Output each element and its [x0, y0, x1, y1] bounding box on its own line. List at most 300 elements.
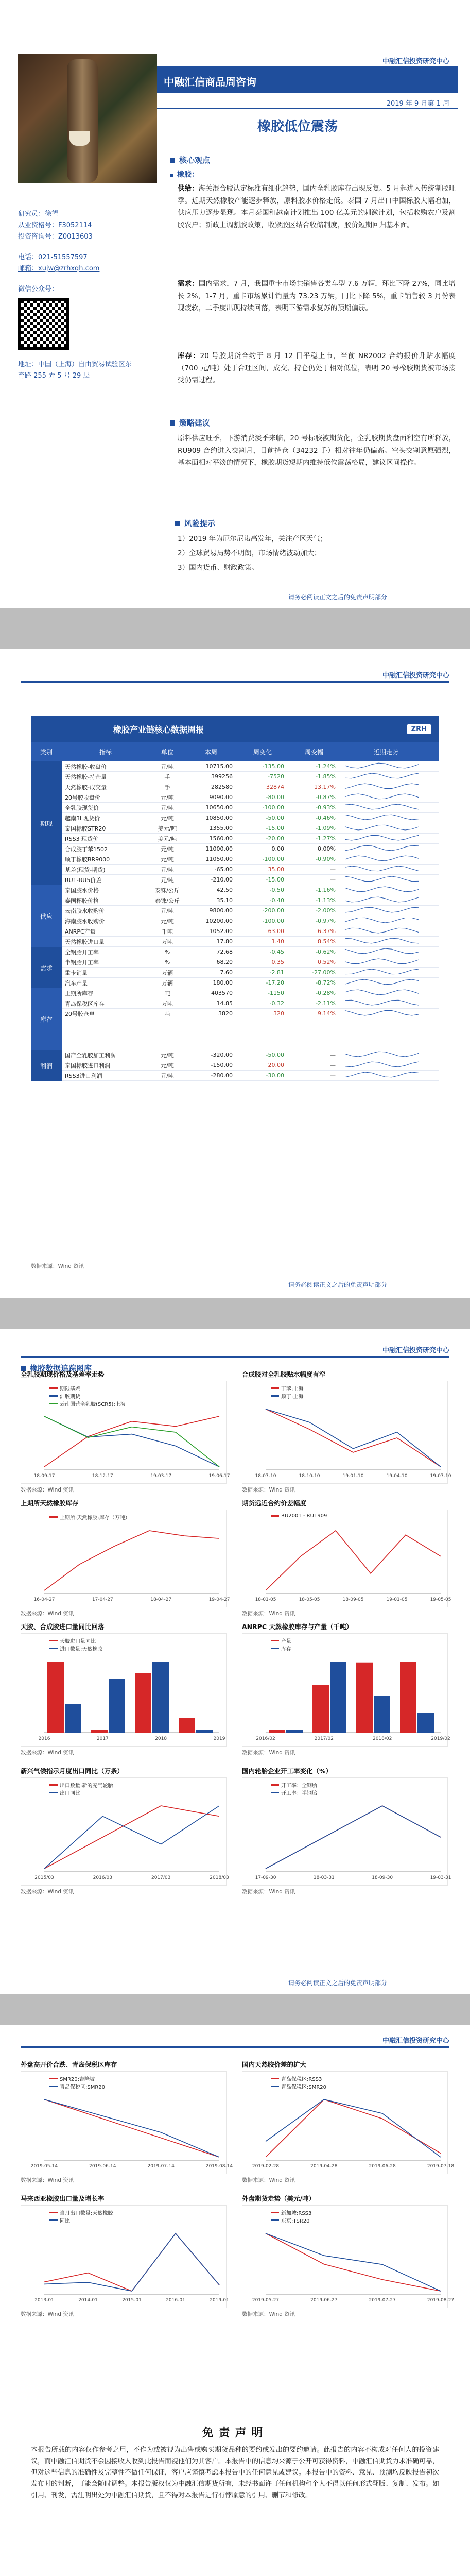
table-row: [31, 813, 439, 823]
chart-10: [242, 2071, 455, 2174]
sparkline-icon: [345, 834, 422, 842]
cell-change: -50.00: [266, 815, 284, 821]
table-row: [31, 1009, 439, 1019]
table-row: [31, 834, 439, 844]
cell-item: ANRPC产量: [65, 928, 96, 935]
table-row: [31, 916, 439, 926]
cell-unit: 元/吨: [161, 763, 174, 770]
chart-svg: [242, 2206, 455, 2309]
x-tick-label: 18-07-10: [255, 1473, 276, 1479]
chart-6: [242, 1633, 448, 1747]
bar: [47, 1662, 64, 1733]
cell-value: -320.00: [211, 1052, 233, 1058]
cell-pct: -1.85%: [316, 773, 336, 780]
report-date: 2019 年 9 月第 1 周: [386, 100, 449, 108]
latex-cup-icon: [69, 131, 90, 146]
table-row: [31, 885, 439, 895]
cell-unit: 吨: [164, 1010, 170, 1018]
sparkline: [340, 957, 432, 967]
sparkline-icon: [345, 998, 422, 1007]
sparkline-icon: [345, 916, 422, 924]
cell-unit: 手: [164, 773, 170, 781]
cell-item: 天然橡胶-持仓量: [65, 773, 107, 781]
x-tick-label: 2019: [213, 1736, 225, 1741]
x-tick-label: 2018/03: [210, 1875, 229, 1880]
bar: [417, 1713, 434, 1733]
cell-change: -0.45: [269, 948, 284, 955]
legend-label: SMR20:吉隆坡: [60, 2077, 95, 2082]
series-line: [44, 2099, 219, 2157]
x-tick-label: 2013-01: [34, 2298, 54, 2303]
cell-change: 0.00: [271, 845, 284, 852]
x-tick-label: 2019-05-27: [252, 2298, 280, 2303]
cell-pct: -2.00%: [316, 907, 336, 914]
x-tick-label: 2015/03: [34, 1875, 54, 1880]
footer-note: 请务必阅读正文之后的免责声明部分: [288, 1979, 388, 1987]
cell-item: 上期所库存: [65, 990, 93, 997]
logo-icon: ZRH: [407, 724, 431, 734]
core-data-table: [31, 716, 439, 1257]
legend-label: 云南国营全乳胶(SCR5):上海: [60, 1402, 126, 1408]
bar: [286, 1730, 303, 1733]
cell-unit: %: [164, 948, 170, 955]
series-line: [44, 1806, 219, 1869]
x-tick-label: 2019-01: [210, 2298, 229, 2303]
cell-change: -200.00: [262, 907, 284, 914]
sparkline: [340, 998, 432, 1008]
chart-title: 马来西亚橡胶出口量及增长率: [21, 2195, 105, 2202]
table-header: [31, 742, 439, 761]
x-tick-label: 2018: [155, 1736, 167, 1741]
legend-label: 当月出口数量:天然橡胶: [60, 2211, 113, 2216]
chart-5: [21, 1633, 227, 1747]
bar: [374, 1696, 390, 1733]
chart-title: 外盘期货走势（美元/吨）: [242, 2195, 316, 2202]
chart-12: [242, 2205, 455, 2308]
x-tick-label: 2019-02-28: [252, 2164, 280, 2169]
bar: [330, 1662, 346, 1733]
cell-change: 35.00: [268, 866, 284, 873]
table-row: [31, 761, 439, 772]
sparkline-icon: [345, 875, 422, 883]
header-org: 中融汇信投资研究中心: [382, 58, 449, 65]
cell-pct: -0.87%: [316, 794, 336, 801]
series-line: [44, 1416, 219, 1467]
sparkline-icon: [345, 978, 422, 986]
x-tick-label: 19-01-05: [386, 1597, 408, 1602]
series-line: [44, 2233, 219, 2291]
cell-unit: 泰铢/公斤: [155, 887, 180, 894]
cell-change: -80.00: [266, 794, 284, 801]
cell-unit: 元/吨: [161, 794, 174, 801]
x-tick-label: 19-03-17: [150, 1473, 172, 1479]
cell-pct: -0.90%: [316, 856, 336, 862]
series-line: [266, 1531, 441, 1590]
series-line: [266, 2099, 441, 2157]
cell-unit: 元/吨: [161, 845, 174, 853]
cell-unit: 元/吨: [161, 918, 174, 925]
cell-value: 282580: [211, 784, 233, 790]
chart-source: 数据来源：Wind 资讯: [242, 2177, 295, 2183]
bullet-icon: [175, 521, 180, 526]
cell-change: 32874: [266, 784, 284, 790]
legend-label: 期限基差: [60, 1386, 80, 1392]
cell-change: -15.00: [266, 825, 284, 832]
table-row: [31, 937, 439, 947]
chart-title: 国内轮胎企业开工率变化（%）: [242, 1767, 333, 1775]
page-title: 橡胶低位震荡: [257, 119, 338, 134]
cell-item: 天然橡胶进口量: [65, 938, 105, 945]
sparkline-icon: [345, 782, 422, 790]
legend-label: 东京:TSR20: [281, 2218, 310, 2224]
cell-item: 国产全乳胶加工利润: [65, 1052, 116, 1059]
cell-unit: 元/吨: [161, 1052, 174, 1059]
chart-1: [21, 1381, 230, 1484]
chart-7: [21, 1777, 227, 1886]
table-row: [31, 1050, 439, 1060]
sparkline-icon: [345, 947, 422, 955]
cell-item: 海南胶水收购价: [65, 918, 105, 925]
sparkline: [340, 947, 432, 957]
cell-pct: —: [330, 1062, 336, 1069]
chart-svg: [21, 2072, 233, 2175]
cell-pct: -27.00%: [312, 969, 336, 976]
x-tick-label: 2019-07-27: [369, 2298, 396, 2303]
cell-unit: 美元/吨: [158, 835, 177, 842]
sparkline-icon: [345, 823, 422, 832]
cell-unit: 元/吨: [161, 907, 174, 914]
chart-svg: [242, 2072, 455, 2175]
cell-change: 0.35: [271, 959, 284, 965]
legend-label: 青岛保税区:SMR20: [281, 2084, 327, 2090]
sparkline: [340, 926, 432, 936]
x-tick-label: 19-05-05: [430, 1597, 451, 1602]
legend-label: 开工率：全钢胎: [281, 1783, 317, 1789]
table-row: [31, 782, 439, 792]
x-tick-label: 2019-06-14: [89, 2164, 116, 2169]
disclaimer-text: 本报告所载的内容仅作参考之用，不作为或被视为出售或购买期货品种的要约或发出的要约邀请。此报告的内容不构成对任何人的投资建议，而中融汇信期货不会因接收人收到此报告而视他们为其客户。本报告中的信息均来源于公开可获得资料，中融汇信期货力求准确可靠，但对这些信息的准确性及完整性不做任何保证，客户应谨慎考虑本报告中的任何意见或建议。本报告中的资料、意见、预测均反映报告初次发布时的判断，可能会随时调整。本报告版权仅为中融汇信期货所有，未经书面许可任何机构和个人不得以任何形式翻版、复制、发布。如引用、刊发，需注明出处为中融汇信期货，且不得对本报告进行有悖原意的引用、删节和修改。: [31, 2446, 440, 2499]
legend-label: RU2001 - RU1909: [281, 1513, 327, 1519]
cell-value: 9090.00: [209, 794, 233, 801]
strategy-heading: 策略建议: [170, 417, 210, 428]
page-gap: [0, 1298, 470, 1329]
cell-unit: 万辆: [162, 969, 173, 976]
cell-unit: 万吨: [162, 1000, 173, 1007]
x-tick-label: 2014-01: [78, 2298, 98, 2303]
x-tick-label: 19-04-10: [386, 1473, 408, 1479]
header-rule: [21, 2046, 449, 2048]
x-tick-label: 18-05-05: [299, 1597, 320, 1602]
table-row: [31, 978, 439, 988]
cell-change: 20.00: [268, 1062, 284, 1069]
cell-unit: 千吨: [162, 928, 173, 935]
cell-item: 青岛保税区库存: [65, 1000, 105, 1007]
cell-pct: —: [330, 876, 336, 883]
cell-pct: 8.54%: [318, 938, 336, 945]
cell-change: -2.81: [269, 969, 284, 976]
cell-change: -20.00: [266, 835, 284, 842]
cell-value: 1052.00: [209, 928, 233, 935]
x-tick-label: 18-10-10: [299, 1473, 320, 1479]
x-tick-label: 18-12-17: [92, 1473, 113, 1479]
series-line: [44, 1416, 219, 1467]
x-tick-label: 19-01-10: [342, 1473, 364, 1479]
cell-unit: 手: [164, 784, 170, 791]
bar: [312, 1685, 329, 1733]
cell-change: -30.00: [266, 1072, 284, 1079]
chart-11: [21, 2205, 227, 2308]
table-row: [31, 947, 439, 957]
cell-value: 11050.00: [205, 856, 233, 862]
bar: [269, 1730, 285, 1733]
bar: [91, 1730, 108, 1733]
x-tick-label: 2015-01: [122, 2298, 142, 2303]
bar: [196, 1730, 213, 1733]
cell-value: 3820: [218, 1010, 233, 1017]
chart-title: 上期所天然橡胶库存: [21, 1499, 79, 1507]
series-line: [44, 2233, 219, 2291]
cell-pct: -1.16%: [316, 887, 336, 893]
bullet-icon: [170, 420, 175, 426]
sparkline-icon: [345, 957, 422, 965]
x-tick-label: 19-07-10: [430, 1473, 451, 1479]
x-tick-label: 2019-05-14: [30, 2164, 58, 2169]
series-line: [266, 1806, 441, 1869]
x-tick-label: 19-04-27: [208, 1597, 230, 1602]
cell-item: 全钢胎开工率: [65, 948, 99, 956]
cell-value: 1560.00: [209, 835, 233, 842]
sparkline-icon: [345, 895, 422, 904]
cell-value: 10650.00: [205, 804, 233, 811]
chart-3: [21, 1510, 230, 1607]
cell-item: 泰国杯胶价格: [65, 897, 99, 904]
sparkline: [340, 906, 432, 916]
chart-source: 数据来源：Wind 资讯: [21, 1611, 74, 1617]
legend-label: 同比: [60, 2218, 70, 2224]
cell-pct: -1.13%: [316, 897, 336, 904]
table-row: [31, 772, 439, 782]
legend-label: 产量: [281, 1639, 291, 1645]
x-tick-label: 2018/02: [372, 1736, 392, 1741]
tree-trunk-icon: [67, 59, 98, 183]
cell-unit: 万辆: [162, 979, 173, 987]
header-rule: [21, 1356, 449, 1358]
th-unit: 单位: [161, 748, 173, 756]
inventory-paragraph: 库存：20 号胶期货合约于 8 月 12 日平稳上市，当前 NR2002 合约报价升贴水幅度（700 元/吨）处于合理区间，成交、持仓仍处于相对低位，表明 20 号橡胶期货被市场接受仍需过程。: [178, 352, 456, 384]
cell-unit: 万吨: [162, 938, 173, 945]
wechat-label: 微信公众号：: [18, 285, 59, 293]
x-tick-label: 2019-07-14: [147, 2164, 175, 2169]
sparkline: [340, 834, 432, 843]
footer-note: 请务必阅读正文之后的免责声明部分: [288, 594, 388, 601]
cell-item: RSS3 现货价: [65, 835, 99, 842]
email-link[interactable]: 邮箱：xujw@zrhxqh.com: [18, 265, 100, 273]
cell-change: -100.00: [262, 918, 284, 924]
cell-change: 63.00: [268, 928, 284, 935]
cover-sidebar: [18, 54, 157, 382]
sparkline-icon: [345, 865, 422, 873]
legend-label: 丁苯:上海: [281, 1386, 304, 1392]
chart-8: [242, 1777, 451, 1886]
series-line: [266, 1409, 441, 1467]
cell-pct: 13.17%: [314, 784, 336, 790]
cell-pct: -1.27%: [316, 835, 336, 842]
sparkline-icon: [345, 803, 422, 811]
chart-svg: [242, 1381, 451, 1484]
chart-4: [242, 1510, 451, 1607]
th-trend: 近期走势: [373, 748, 398, 756]
chart-title: 国内天然胶价差的扩大: [242, 2061, 307, 2069]
x-tick-label: 19-06-17: [208, 1473, 230, 1479]
cell-change: -0.32: [269, 1000, 284, 1007]
sparkline: [340, 988, 432, 998]
table-row: [31, 875, 439, 885]
cell-item: RSS3进口利润: [65, 1072, 102, 1079]
cell-change: -50.00: [266, 1052, 284, 1058]
table-row: [31, 844, 439, 854]
chart-title: 外盘高开价合跌、青岛保税区库存: [21, 2061, 117, 2069]
cell-unit: 元/吨: [161, 866, 174, 873]
sparkline-icon: [345, 1009, 422, 1017]
cell-value: 68.20: [216, 959, 233, 965]
cell-value: -150.00: [211, 1062, 233, 1069]
cell-value: 11000.00: [205, 845, 233, 852]
x-tick-label: 2019-08-14: [205, 2164, 233, 2169]
sparkline: [340, 792, 432, 802]
table-spacer: [31, 1019, 439, 1050]
cell-change: -15.00: [266, 876, 284, 883]
chart-source: 数据来源：Wind 资讯: [242, 1611, 295, 1617]
table-body: [31, 761, 439, 1081]
cell-item: 顺丁橡胶BR9000: [65, 856, 110, 863]
legend-label: 顺丁:上海: [281, 1394, 304, 1400]
rubber-heading: 橡胶：: [170, 169, 199, 179]
th-pct: 周变幅: [304, 748, 323, 756]
th-value: 本周: [204, 748, 217, 756]
cell-pct: —: [330, 866, 336, 873]
th-change: 周变化: [253, 748, 272, 756]
cell-item: 重卡销量: [65, 969, 88, 976]
sparkline-icon: [345, 937, 422, 945]
th-item: 指标: [99, 748, 112, 756]
cell-item: 越南3L现货价: [65, 815, 100, 822]
cell-value: 42.50: [216, 887, 233, 893]
bar: [109, 1679, 125, 1733]
table-group-label: 利润: [31, 1050, 62, 1081]
sparkline: [340, 875, 432, 885]
table-row: [31, 854, 439, 865]
risk-heading: 风险提示: [175, 518, 215, 529]
x-tick-label: 2019-08-27: [427, 2298, 455, 2303]
sparkline-icon: [345, 772, 422, 780]
header-org: 中融汇信投资研究中心: [382, 1347, 449, 1354]
sparkline: [340, 865, 432, 874]
table-group-label: 库存: [31, 988, 62, 1050]
chart-source: 数据来源：Wind 资讯: [242, 1750, 295, 1756]
x-tick-label: 2016/03: [93, 1875, 113, 1880]
cell-change: -0.50: [269, 887, 284, 893]
cell-item: 合成胶丁苯1502: [65, 845, 108, 853]
cell-pct: -0.46%: [316, 815, 336, 821]
sparkline-icon: [345, 1071, 422, 1079]
legend-label: 青岛保税区:SMR20: [60, 2084, 106, 2090]
chart-title: 期货远近合约价差幅度: [242, 1499, 307, 1507]
sparkline: [340, 885, 432, 895]
bullet-icon: [170, 174, 173, 177]
table-row: [31, 906, 439, 916]
disclaimer-title: 免责声明: [202, 2427, 268, 2439]
x-tick-label: 17-04-27: [92, 1597, 113, 1602]
sparkline-icon: [345, 926, 422, 935]
cell-unit: 元/吨: [161, 1062, 174, 1069]
bar: [400, 1662, 416, 1733]
sparkline: [340, 823, 432, 833]
qr-code-icon: [18, 298, 69, 350]
table-row: [31, 865, 439, 875]
bar: [356, 1663, 373, 1733]
cell-change: -7520: [268, 773, 284, 780]
cell-item: 汽车产量: [65, 979, 88, 987]
sparkline: [340, 761, 432, 771]
core-heading: 核心观点: [170, 155, 210, 165]
cell-pct: -0.97%: [316, 918, 336, 924]
cell-change: 320: [273, 1010, 284, 1017]
sparkline: [340, 1009, 432, 1019]
cell-pct: -0.93%: [316, 804, 336, 811]
sparkline: [340, 782, 432, 792]
sparkline: [340, 854, 432, 864]
bar: [65, 1704, 81, 1733]
legend-label: 上期所:天然橡胶:库存（万吨）: [60, 1515, 130, 1521]
header-rule: [21, 681, 449, 683]
cell-value: -280.00: [211, 1072, 233, 1079]
legend-label: 青岛保税区:RSS3: [281, 2077, 322, 2082]
address: 地址：中国（上海）自由贸易试验区东育路 255 弄 5 号 29 层: [18, 361, 132, 380]
table-row: [31, 998, 439, 1009]
cell-change: -100.00: [262, 856, 284, 862]
series-line: [266, 2233, 441, 2291]
cell-item: 泰国标胶STR20: [65, 825, 106, 832]
chart-title: ANRPC 天然橡胶库存与产量（千吨）: [242, 1623, 353, 1631]
cert-number-2: 投资咨询号：Z0013603: [18, 233, 93, 241]
series-line: [44, 1416, 219, 1467]
sparkline-icon: [345, 761, 422, 770]
series-line: [266, 1806, 441, 1869]
sparkline: [340, 772, 432, 782]
cell-change: -0.40: [269, 897, 284, 904]
cell-value: 10850.00: [205, 815, 233, 821]
bullet-icon: [170, 158, 175, 163]
table-title: 橡胶产业链核心数据周报 ZRH: [31, 716, 439, 742]
sparkline: [340, 968, 432, 977]
cell-item: 20号胶仓单: [65, 1010, 95, 1018]
sparkline-icon: [345, 906, 422, 914]
x-tick-label: 2019-04-28: [310, 2164, 338, 2169]
chart-svg: [242, 1634, 448, 1747]
cell-pct: —: [330, 1072, 336, 1079]
footer-note: 请务必阅读正文之后的免责声明部分: [288, 1281, 388, 1289]
cell-unit: 元/吨: [161, 804, 174, 811]
cell-unit: 美元/吨: [158, 825, 177, 832]
x-tick-label: 2017: [96, 1736, 109, 1741]
cell-pct: -0.62%: [316, 948, 336, 955]
sparkline: [340, 1060, 432, 1070]
chart-source: 数据来源：Wind 资讯: [242, 1889, 295, 1895]
x-tick-label: 18-01-05: [255, 1597, 276, 1602]
cell-value: 14.85: [216, 1000, 233, 1007]
cert-number-1: 从业资格号：F3052114: [18, 222, 92, 229]
cell-item: 泰国标胶进口利润: [65, 1062, 110, 1069]
